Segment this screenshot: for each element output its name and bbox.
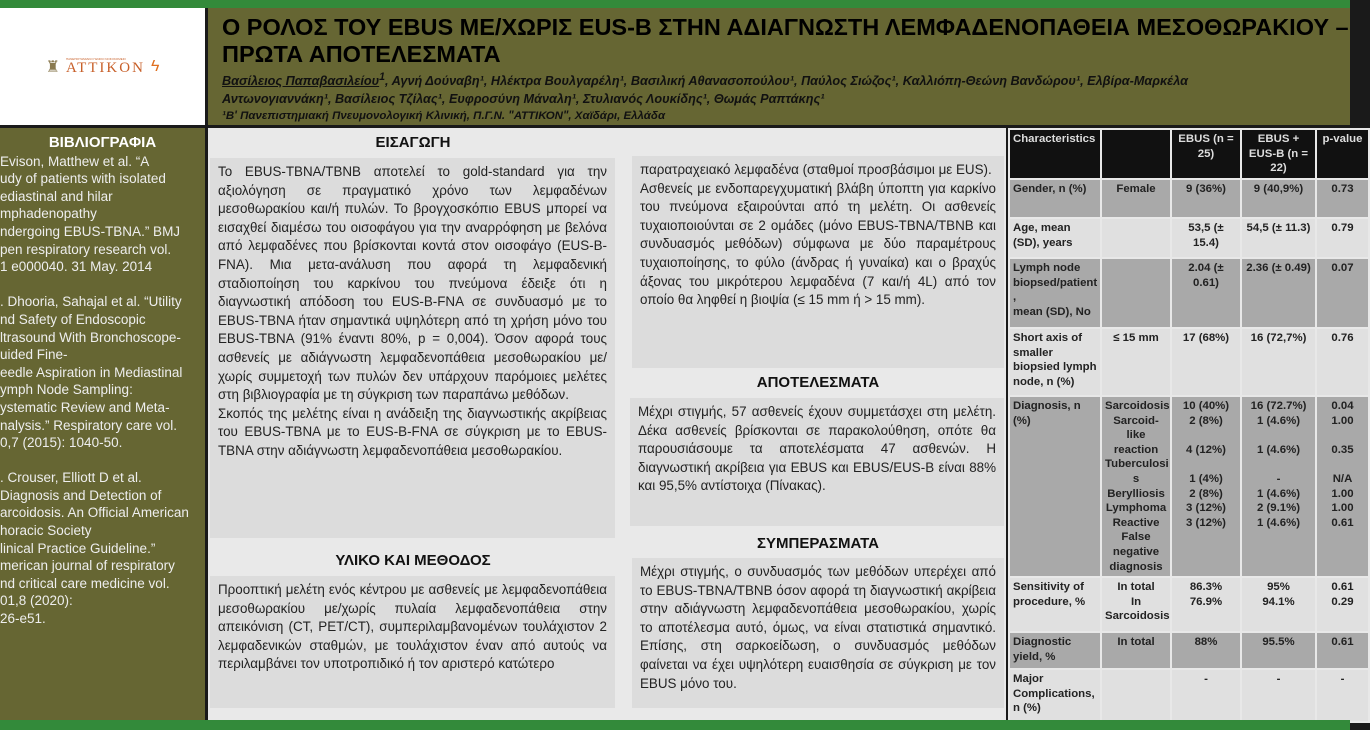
reference-line: uided Fine- [0,347,68,363]
reference-line: ymph Node Sampling: [0,382,133,398]
reference-line: ndergoing EBUS-TBNA.” BMJ [0,223,181,239]
table-cell: - [1316,669,1369,722]
table-row [1009,328,1369,396]
reference-line: merican journal of respiratory [0,558,175,574]
affiliation: ¹Β' Πανεπιστημιακή Πνευμονολογική Κλινική, Π.Γ.Ν. "ΑΤΤΙΚΟΝ", Χαϊδάρι, Ελλάδα [222,110,666,123]
statue-icon: ♜ [45,58,60,76]
intro-box [210,158,615,538]
table-cell: Sensitivity of procedure, % [1009,577,1101,632]
table-cell: Age, mean (SD), years [1009,218,1101,258]
table-header-cell: EBUS (n = 25) [1171,129,1241,179]
table-cell: Major Complications, n (%) [1009,669,1101,722]
intro-heading: ΕΙΣΑΓΩΓΗ [375,134,451,151]
table-cell: 2.04 (± 0.61) [1171,258,1241,328]
methods-paragraph-1: Προοπτική μελέτη ενός κέντρου με ασθενείς με λεμφαδενοπάθεια μεσοθωρακίου με/χωρίς πυλαία λεμφαδενοπάθεια στην απεικόνιση (CT, PET/CT), συμπεριλαμβανομένων τουλάχιστον 2 λεμφαδενικών σταθμών, με τουλάχιστον έναν από αυτούς να περιλαμβάνει τον υποτροπιδικό ή τον αριστερό κατώτερο [218,582,607,672]
table-row [1009,179,1369,218]
table-cell: - [1241,669,1316,722]
reference-line: 01,8 (2020): [0,593,73,609]
reference-line: arcoidosis. An Official American [0,505,189,521]
table-cell: 10 (40%) 2 (8%) 4 (12%) 1 (4%) 2 (8%) 3 (12%) 3 (12%) [1171,396,1241,577]
results-heading: ΑΠΟΤΕΛΕΣΜΑΤΑ [756,374,880,391]
reference-line: ltrasound With Bronchoscope- [0,329,181,345]
reference-line [0,276,205,294]
table-cell: 0.61 0.29 [1316,577,1369,632]
results-table-panel [1008,128,1363,720]
table-header-cell: Characteristics [1009,129,1101,179]
reference-line: ystematic Review and Meta- [0,399,170,415]
table-cell: 17 (68%) [1171,328,1241,396]
table-cell: 53,5 (± 15.4) [1171,218,1241,258]
intro-paragraph-2: Σκοπός της μελέτης είναι η ανάδειξη της διαγνωστικής ακρίβειας του EBUS-TBNA με το EUS-B-FNA σε σύγκριση με το EBUS-TBNA στην αδιάγνωστη λεμφαδενοπάθεια μεσοθωρακίου. [218,405,607,458]
table-cell: 16 (72,7%) [1241,328,1316,396]
table-cell [1101,258,1171,328]
table-cell [1101,218,1171,258]
table-cell: Female [1101,179,1171,218]
table-cell: Diagnosis, n (%) [1009,396,1101,577]
table-row [1009,632,1369,669]
methods-continued-box [632,156,1004,368]
table-cell: Gender, n (%) [1009,179,1101,218]
table-cell: - [1171,669,1241,722]
table-cell: 0.61 [1316,632,1369,669]
table-cell: 9 (36%) [1171,179,1241,218]
reference-line: . Dhooria, Sahajal et al. “Utility [0,294,182,310]
bottom-bar [0,720,1350,730]
poster-title: Ο ΡΟΛΟΣ ΤΟΥ EBUS ΜΕ/ΧΩΡΙΣ EUS-B ΣΤΗΝ ΑΔΙΑΓΝΩΣΤΗ ΛΕΜΦΑΔΕΝΟΠΑΘΕΙΑ ΜΕΣΟΘΩΡΑΚΙΟΥ – ΠΡΩΤΑ ΑΠΟΤΕΛΕΣΜΑΤΑ [222,14,1349,67]
reference-line: . Crouser, Elliott D et al. [0,470,142,486]
reference-line: 0,7 (2015): 1040-50. [0,435,123,451]
reference-line: horacic Society [0,523,92,539]
results-table [1008,128,1370,723]
methods-paragraph-3: Ασθενείς με ενδοπαρεγχυματική βλάβη ύποπτη για καρκίνο του πνεύμονα εξαιρούνται από τη μελέτη. Οι ασθενείς τυχαιοποιούνται σε 2 ομάδες (μόνο EBUS-TBNA/TBNB και συνδυασμός μεθόδων) σύμφωνα με δύο παραμέτρους τυχαιοποίησης, το φύλο (άνδρας ή γυναίκα) και ο βραχύς άξονας του μικρότερου λεμφαδένα (7 και/ή 4L) από τον οποίο θα ληφθεί η βιοψία (≤ 15 mm ή > 15 mm). [640,180,996,308]
results-paragraph: Μέχρι στιγμής, 57 ασθενείς έχουν συμμετάσχει στη μελέτη. Δέκα ασθενείς βρίσκονται σε παρακολούθηση, οπότε θα παρουσιάσουμε τα αποτελέσματα 47 ασθενών. Η διαγνωστική ακρίβεια για EBUS και EBUS/EUS-B είναι 88% και 95,5% αντίστοιχα (Πίνακας). [638,404,996,494]
table-cell: 95.5% [1241,632,1316,669]
results-box [630,398,1004,526]
reference-line: 26-e51. [0,611,46,627]
conclusions-heading: ΣΥΜΠΕΡΑΣΜΑΤΑ [756,535,880,552]
conclusions-box [632,558,1004,708]
reference-line: ediastinal and hilar [0,188,113,204]
table-row [1009,669,1369,722]
logo-subtitle: ΠΑΝΕΠΙΣΤΗΜΙΑΚΟ ΓΕΝΙΚΟ ΝΟΣΟΚΟΜΕΙΟ [65,57,126,61]
table-header-cell: p-value [1316,129,1369,179]
reference-line: Diagnosis and Detection of [0,487,162,503]
references-panel [0,128,205,720]
reference-line: nd critical care medicine vol. [0,575,170,591]
table-cell: 0.79 [1316,218,1369,258]
table-cell: 0.73 [1316,179,1369,218]
flame-icon: ϟ [150,57,160,75]
table-cell: In total In Sarcoidosis [1101,577,1171,632]
methods-heading: ΥΛΙΚΟ ΚΑΙ ΜΕΘΟΔΟΣ [335,552,491,569]
reference-line: nalysis.” Respiratory care vol. [0,417,178,433]
table-cell: In total [1101,632,1171,669]
table-header-cell: EBUS + EUS-B (n = 22) [1241,129,1316,179]
table-cell: 0.04 1.00 0.35 N/A 1.00 1.00 0.61 [1316,396,1369,577]
logo-name: ATTIKON [65,60,145,76]
references-heading: ΒΙΒΛΙΟΓΡΑΦΙΑ [48,134,157,151]
reference-line: Evison, Matthew et al. “A [0,153,150,169]
top-bar [0,0,1350,8]
methods-paragraph-2: παρατραχειακό λεμφαδένα (σταθμοί προσβάσιμοι με EUS). [640,162,992,177]
hospital-logo [0,8,205,125]
authors-line-1: , Αγνή Δούναβη¹, Ηλέκτρα Βουλγαρέλη¹, Βασιλική Αθανασοπούλου¹, Παύλος Σιώζος¹, Καλλιόπη-Θεώνη Βανδώρου¹, Ελβίρα-Μαρκέλα [385,74,1188,89]
table-cell: Sarcoidosis Sarcoid-like reaction Tuberculosi s Berylliosis Lymphoma Reactive False negative diagnosis [1101,396,1171,577]
table-cell: 86.3% 76.9% [1171,577,1241,632]
table-cell: Diagnostic yield, % [1009,632,1101,669]
table-cell: 9 (40,9%) [1241,179,1316,218]
table-row [1009,396,1369,577]
methods-box [210,576,615,708]
table-row [1009,218,1369,258]
table-cell: 2.36 (± 0.49) [1241,258,1316,328]
table-row [1009,258,1369,328]
first-author: Βασίλειος Παπαβασιλείου [222,74,380,89]
reference-line: 1 e000040. 31 May. 2014 [0,259,153,275]
reference-line: linical Practice Guideline.” [0,540,156,556]
table-cell: 0.07 [1316,258,1369,328]
table-cell: ≤ 15 mm [1101,328,1171,396]
authors: Βασίλειος Παπαβασιλείου$^1$, Αγνή Δούναβη¹, Ηλέκτρα Βουλγαρέλη¹, Βασιλική Αθανασοπούλου¹, Παύλος Σιώζος¹, Καλλιόπη-Θεώνη Βανδώρου¹, Ελβίρα-Μαρκέλα [222,71,1188,89]
content-area [208,128,1006,720]
reference-line: nd Safety of Endoscopic [0,311,146,327]
intro-paragraph-1: Το EBUS-TBNA/TBNB αποτελεί το gold-standard για την αξιολόγηση σε πραγματικό χρόνο των λεμφαδένων μεσοθωρακίου και/ή πυλών. Το βρογχοσκόπιο EBUS μπορεί να εισαχθεί διαμέσω του οισοφάγου για την αναρρόφηση με βελόνα από λεμφαδένες που βρίσκονται κοντά στον οισοφάγο (EUS-B-FNA). Μια μετα-ανάλυση που αφορά τη λεμφαδενική σταδιοποίηση του καρκίνου του πνεύμονα έδειξε ότι η διαγνωστική απόδοση του EUS-B-FNA σε συνδυασμό με το EBUS-TBNA ήταν σημαντικά υψηλότερη από τη χρήση μόνο του EBUS-TBNA (91% έναντι 80%, p = 0,004). Όσον αφορά τους ασθενείς με αδιάγνωστη λεμφαδενοπάθεια μεσοθωρακίου με/χωρίς συμμετοχή των πυλών δεν υπάρχουν παρόμοιες μελέτες στη βιβλιογραφία με τη σύγκριση των παραπάνω μεθόδων. [218,164,607,403]
authors-line-2: Αντωνογιαννάκη¹, Βασίλειος Τζίλας¹, Ευφροσύνη Μάναλη¹, Στυλιανός Λουκίδης¹, Θωμάς Ραπτάκης¹ [222,92,825,107]
table-cell: Lymph node biopsed/patient , mean (SD), No [1009,258,1101,328]
table-cell: 95% 94.1% [1241,577,1316,632]
table-row [1009,577,1369,632]
reference-line: mphadenopathy [0,206,97,222]
poster-header [208,8,1350,125]
table-cell: 16 (72.7%) 1 (4.6%) 1 (4.6%) - 1 (4.6%) 2 (9.1%) 1 (4.6%) [1241,396,1316,577]
reference-line: pen respiratory research vol. [0,241,172,257]
table-cell: 88% [1171,632,1241,669]
table-cell: Short axis of smaller biopsied lymph node, n (%) [1009,328,1101,396]
table-cell [1101,669,1171,722]
table-header-row [1009,129,1369,179]
table-header-cell [1101,129,1171,179]
reference-line: eedle Aspiration in Mediastinal [0,364,183,380]
table-cell: 54,5 (± 11.3) [1241,218,1316,258]
reference-line [0,452,205,470]
table-cell: 0.76 [1316,328,1369,396]
conclusions-paragraph: Μέχρι στιγμής, ο συνδυασμός των μεθόδων υπερέχει από το EBUS-TBNA/TBNB όσον αφορά τη διαγνωστική ακρίβεια στην αδιάγνωστη λεμφαδενοπάθεια μεσοθωρακίου, χωρίς το αποτέλεσμα αυτό, όμως, να είναι στατιστικά σημαντικό. Επίσης, στη σαρκοείδωση, ο συνδυασμός μεθόδων φαίνεται να έχει υψηλότερη ευαισθησία σε σύγκριση με τον EBUS μόνο του. [640,564,996,691]
reference-line: udy of patients with isolated [0,171,166,187]
